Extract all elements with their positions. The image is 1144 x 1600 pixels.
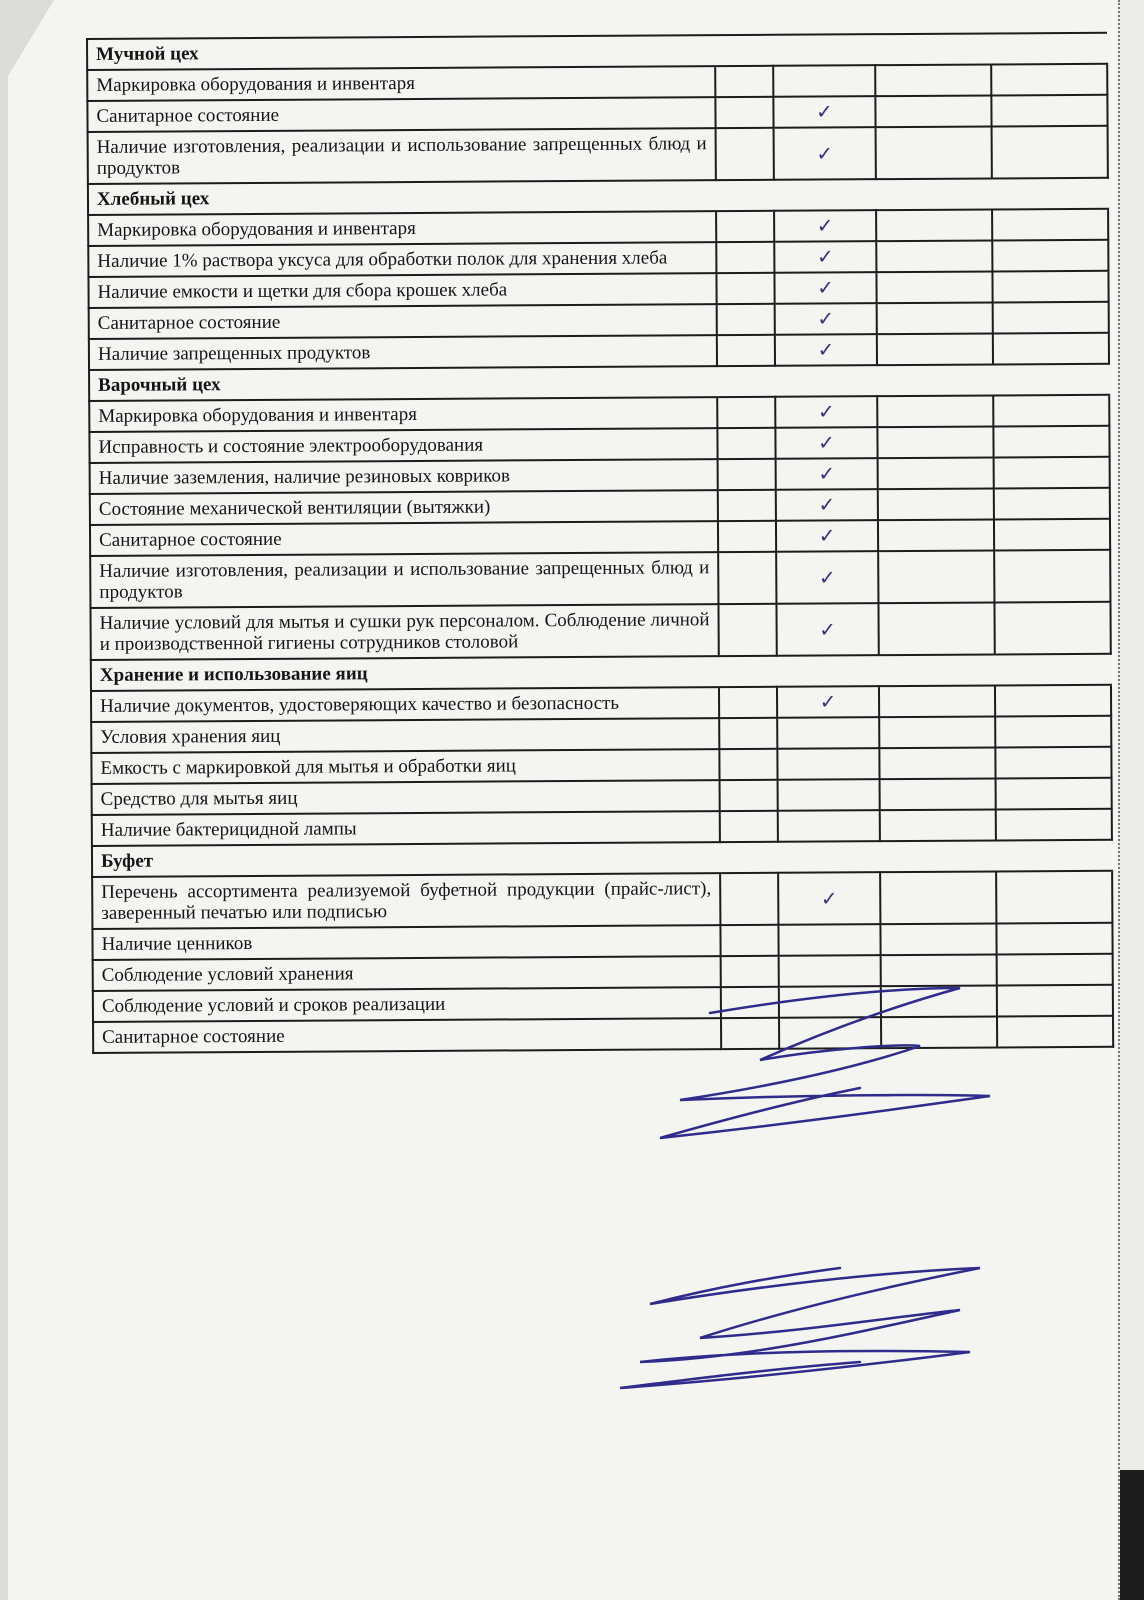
- blank-cell: [992, 240, 1108, 272]
- blank-cell: [875, 95, 991, 127]
- criterion-label: Наличие 1% раствора уксуса для обработки полок для хранения хлеба: [88, 242, 716, 277]
- checklist-sheet: [86, 32, 1112, 1054]
- check-mark-cell: [773, 65, 875, 97]
- blank-cell: [879, 747, 995, 779]
- blank-cell: [880, 778, 996, 810]
- criterion-label: Маркировка оборудования и инвентаря: [89, 397, 717, 432]
- check-mark-cell: ✓: [773, 96, 875, 128]
- blank-cell: [878, 550, 994, 603]
- blank-cell: [877, 333, 993, 365]
- blank-cell: [992, 271, 1108, 303]
- section-row-blank: [716, 178, 1108, 211]
- check-mark-cell: [777, 748, 879, 780]
- blank-cell: [881, 1016, 997, 1048]
- criterion-label: Наличие бактерицидной лампы: [92, 811, 720, 846]
- blank-cell: [993, 395, 1109, 427]
- check-mark-cell: ✓: [776, 458, 878, 490]
- blank-cell: [995, 747, 1111, 779]
- blank-cell: [717, 304, 775, 335]
- blank-cell: [878, 519, 994, 551]
- section-row-blank: [719, 654, 1111, 687]
- check-mark-cell: ✓: [775, 303, 877, 335]
- blank-cell: [718, 490, 776, 521]
- blank-cell: [720, 925, 778, 956]
- criterion-label: Наличие изготовления, реализации и использование запрещенных блюд и продуктов: [90, 552, 718, 608]
- blank-cell: [991, 95, 1107, 127]
- blank-cell: [720, 873, 778, 925]
- check-mark-cell: [779, 955, 881, 987]
- check-mark-cell: ✓: [776, 489, 878, 521]
- blank-cell: [996, 778, 1112, 810]
- check-mark-cell: ✓: [774, 127, 876, 180]
- blank-cell: [716, 128, 774, 180]
- check-mark-cell: ✓: [778, 872, 880, 925]
- table-row: [88, 126, 1108, 184]
- section-title: Буфет: [92, 842, 720, 877]
- blank-cell: [880, 809, 996, 841]
- blank-cell: [721, 987, 779, 1018]
- check-mark-cell: ✓: [775, 334, 877, 366]
- blank-cell: [994, 519, 1110, 551]
- blank-cell: [995, 716, 1111, 748]
- blank-cell: [718, 604, 776, 656]
- blank-cell: [716, 273, 774, 304]
- blank-cell: [879, 685, 995, 717]
- criterion-label: Наличие ценников: [92, 925, 720, 960]
- check-mark-cell: [779, 986, 881, 1018]
- criterion-label: Соблюдение условий и сроков реализации: [93, 987, 721, 1022]
- blank-cell: [996, 871, 1112, 924]
- blank-cell: [720, 780, 778, 811]
- check-mark-cell: [778, 924, 880, 956]
- check-mark-cell: ✓: [776, 520, 878, 552]
- criterion-label: Наличие условий для мытья и сушки рук персоналом. Соблюдение личной и производственной гигиены сотрудников столовой: [90, 604, 718, 660]
- sheet-edge: [1118, 0, 1144, 1600]
- criterion-label: Соблюдение условий хранения: [93, 956, 721, 991]
- criterion-label: Санитарное состояние: [87, 97, 715, 132]
- blank-cell: [997, 1016, 1113, 1048]
- blank-cell: [721, 956, 779, 987]
- blank-cell: [876, 240, 992, 272]
- blank-cell: [877, 426, 993, 458]
- table-row: [92, 871, 1112, 929]
- blank-cell: [876, 126, 992, 179]
- blank-cell: [719, 687, 777, 718]
- criterion-label: Маркировка оборудования и инвентаря: [87, 66, 715, 101]
- blank-cell: [997, 954, 1113, 986]
- blank-cell: [720, 811, 778, 842]
- blank-cell: [717, 428, 775, 459]
- blank-cell: [993, 426, 1109, 458]
- blank-cell: [994, 457, 1110, 489]
- section-row-blank: [717, 364, 1109, 397]
- blank-cell: [877, 395, 993, 427]
- section-row-blank: [720, 840, 1112, 873]
- criterion-label: Наличие запрещенных продуктов: [89, 335, 717, 370]
- blank-cell: [994, 602, 1110, 655]
- check-mark-cell: [777, 717, 879, 749]
- criterion-label: Санитарное состояние: [89, 304, 717, 339]
- blank-cell: [879, 716, 995, 748]
- criterion-label: Санитарное состояние: [90, 521, 718, 556]
- check-mark-cell: [778, 779, 880, 811]
- blank-cell: [996, 809, 1112, 841]
- blank-cell: [876, 209, 992, 241]
- blank-cell: [875, 64, 991, 96]
- criterion-label: Наличие заземления, наличие резиновых ковриков: [90, 459, 718, 494]
- blank-cell: [718, 459, 776, 490]
- criterion-label: Маркировка оборудования и инвентаря: [88, 211, 716, 246]
- blank-cell: [717, 397, 775, 428]
- blank-cell: [992, 209, 1108, 241]
- check-mark-cell: ✓: [775, 427, 877, 459]
- table-row: [90, 550, 1110, 608]
- checklist-body: [87, 33, 1113, 1053]
- blank-cell: [992, 126, 1108, 179]
- section-title: Хранение и использование яиц: [91, 656, 719, 691]
- criterion-label: Исправность и состояние электрооборудования: [89, 428, 717, 463]
- check-mark-cell: ✓: [775, 396, 877, 428]
- blank-cell: [993, 333, 1109, 365]
- check-mark-cell: [779, 1017, 881, 1049]
- section-title: Хлебный цех: [88, 180, 716, 215]
- check-mark-cell: [778, 810, 880, 842]
- blank-cell: [718, 521, 776, 552]
- table-row: [93, 1016, 1113, 1053]
- blank-cell: [878, 457, 994, 489]
- check-mark-cell: ✓: [774, 210, 876, 242]
- checklist-table: [86, 32, 1114, 1054]
- blank-cell: [991, 64, 1107, 96]
- criterion-label: Состояние механической вентиляции (вытяжки): [90, 490, 718, 525]
- blank-cell: [880, 871, 996, 924]
- criterion-label: Условия хранения яиц: [91, 718, 719, 753]
- blank-cell: [878, 602, 994, 655]
- blank-cell: [881, 954, 997, 986]
- blank-cell: [994, 550, 1110, 603]
- criterion-label: Перечень ассортимента реализуемой буфетной продукции (прайс-лист), заверенный печатью или подписью: [92, 873, 720, 929]
- background-corner: [1120, 1470, 1144, 1600]
- blank-cell: [880, 923, 996, 955]
- check-mark-cell: ✓: [774, 272, 876, 304]
- blank-cell: [881, 985, 997, 1017]
- check-mark-cell: ✓: [777, 686, 879, 718]
- blank-cell: [876, 271, 992, 303]
- blank-cell: [719, 718, 777, 749]
- blank-cell: [995, 685, 1111, 717]
- criterion-label: Наличие изготовления, реализации и использование запрещенных блюд и продуктов: [88, 128, 716, 184]
- blank-cell: [994, 488, 1110, 520]
- criterion-label: Наличие документов, удостоверяющих качество и безопасность: [91, 687, 719, 722]
- check-mark-cell: ✓: [776, 551, 878, 604]
- blank-cell: [715, 97, 773, 128]
- blank-cell: [715, 66, 773, 97]
- blank-cell: [719, 749, 777, 780]
- blank-cell: [718, 552, 776, 604]
- blank-cell: [716, 242, 774, 273]
- criterion-label: Емкость с маркировкой для мытья и обработки яиц: [91, 749, 719, 784]
- criterion-label: Санитарное состояние: [93, 1018, 721, 1053]
- blank-cell: [716, 211, 774, 242]
- blank-cell: [996, 923, 1112, 955]
- criterion-label: Средство для мытья яиц: [92, 780, 720, 815]
- check-mark-cell: ✓: [774, 241, 876, 273]
- blank-cell: [877, 302, 993, 334]
- blank-cell: [997, 985, 1113, 1017]
- blank-cell: [717, 335, 775, 366]
- blank-cell: [993, 302, 1109, 334]
- section-title: Мучной цех: [87, 35, 715, 70]
- check-mark-cell: ✓: [776, 603, 878, 656]
- criterion-label: Наличие емкости и щетки для сбора крошек хлеба: [88, 273, 716, 308]
- table-row: [90, 602, 1110, 660]
- section-title: Варочный цех: [89, 366, 717, 401]
- blank-cell: [878, 488, 994, 520]
- blank-cell: [721, 1018, 779, 1049]
- section-row-blank: [715, 33, 1107, 66]
